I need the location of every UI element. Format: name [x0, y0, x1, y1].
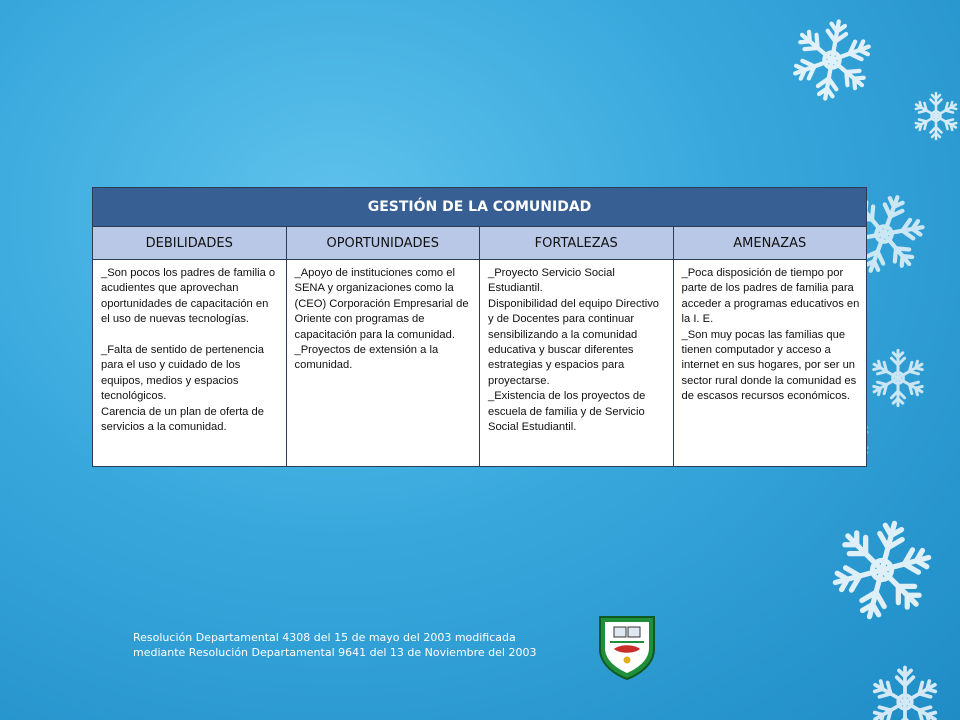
snowflake-icon [824, 511, 941, 629]
snowflake-icon [913, 93, 958, 139]
cell-amenazas-text: _Poca disposición de tiempo por parte de los padres de familia para acceder a programas educativos en la I. E. _Son muy pocas las familias que tienen computador y acceso a internet en sus hogares, por ser un sector rural donde la comunidad es de escasos recursos económicos. [681, 267, 860, 403]
cell-oportunidades-text: _Apoyo de instituciones como el SENA y organizaciones como la (CEO) Corporación Empresarial de Oriente con programas de capacitación para la comunidad. _Proyectos de extensión a la comunidad. [294, 267, 469, 372]
cell-fortalezas [480, 260, 674, 467]
snowflake-icon [871, 350, 925, 405]
header-debilidades: DEBILIDADES [93, 227, 287, 260]
header-oportunidades: OPORTUNIDADES [286, 227, 480, 260]
footer-resolution-text: Resolución Departamental 4308 del 15 de mayo del 2003 modificada mediante Resolución Departamental 9641 del 13 de Noviembre del 2003 [133, 631, 537, 659]
header-fortalezas: FORTALEZAS [480, 227, 674, 260]
cell-debilidades-text: _Son pocos los padres de familia o acudientes que aprovechan oportunidades de capacitación en el uso de nuevas tecnologías. _Falta de sentido de pertenencia para el uso y cuidado de los equipos, medios y espacios tecnológicos. Carencia de un plan de oferta de servicios a la comunidad. [101, 267, 276, 434]
school-crest-icon [594, 611, 660, 681]
cell-amenazas [673, 260, 867, 467]
cell-fortalezas-text: _Proyecto Servicio Social Estudiantil. Disponibilidad del equipo Directivo y de Docentes para continuar sensibilizando a la comunidad educativa y buscar diferentes estrategias y espacios para proyectarse. _Existencia de los proyectos de escuela de familia y de Servicio Social Estudiantil. [488, 267, 660, 434]
table-title: GESTIÓN DE LA COMUNIDAD [93, 188, 867, 227]
cell-oportunidades [286, 260, 480, 467]
snowflake-icon [787, 15, 876, 105]
header-amenazas: AMENAZAS [673, 227, 867, 260]
cell-debilidades [93, 260, 287, 467]
snowflake-icon [871, 668, 939, 720]
swot-table [92, 187, 867, 467]
